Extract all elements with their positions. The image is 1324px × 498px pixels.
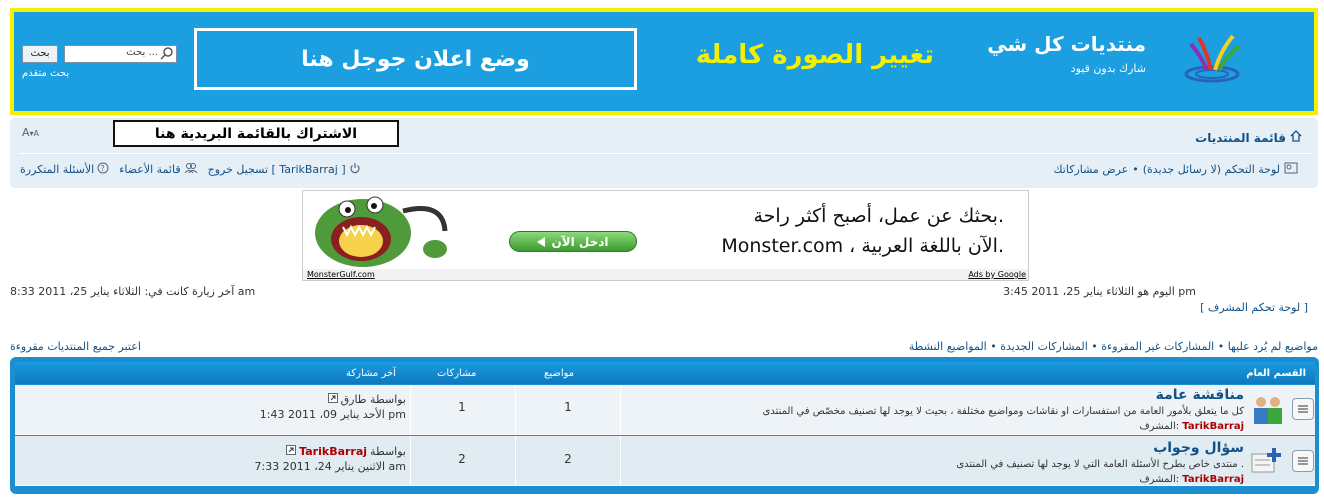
faq-item[interactable]: [20, 162, 109, 177]
ad-footer-strip: [303, 269, 1029, 281]
moderator-line: [1139, 474, 1244, 485]
posts-count: 1: [458, 400, 466, 414]
members-icon: [184, 162, 198, 177]
moderator-link[interactable]: TarikBarraj: [1182, 474, 1244, 485]
topics-header: مواضيع: [544, 368, 575, 379]
category-header[interactable]: القسم العام: [1246, 368, 1306, 379]
view-posts-link[interactable]: عرض مشاركاتك: [1053, 163, 1129, 176]
ad-line-2: Monster.com ، الآن باللغة العربية.: [721, 235, 1004, 257]
column-divider: [620, 436, 621, 486]
monster-ad-banner[interactable]: [302, 190, 1029, 281]
moderator-line: [1139, 421, 1244, 432]
user-links-left: [20, 162, 361, 177]
faq-icon: [97, 162, 109, 177]
search-icon: [160, 46, 174, 60]
power-icon: [349, 162, 361, 177]
site-header: [10, 8, 1318, 115]
logout-link[interactable]: تسجيل خروج [ TarikBarraj ]: [207, 163, 346, 176]
search-input[interactable]: بحث ...: [64, 45, 177, 63]
forum-title-link[interactable]: مناقشة عامة: [1155, 387, 1244, 403]
column-divider: [410, 436, 411, 486]
control-panel-link[interactable]: لوحة التحكم (لا رسائل جديدة): [1142, 163, 1280, 176]
view-latest-post-icon[interactable]: [328, 393, 338, 406]
monster-character-image: [303, 191, 453, 269]
view-latest-post-icon[interactable]: [286, 445, 296, 458]
ads-by-google-link[interactable]: Ads by Google: [968, 270, 1026, 279]
members-list-link[interactable]: قائمة الأعضاء: [119, 163, 181, 176]
last-post-by: [328, 393, 406, 406]
forum-read-icon: [1292, 398, 1314, 420]
font-size-small-icon[interactable]: ▾A: [29, 129, 40, 138]
forum-read-icon: [1292, 450, 1314, 472]
font-size-label[interactable]: A: [22, 126, 30, 139]
forum-index-link[interactable]: [1195, 130, 1302, 145]
current-time: اليوم هو الثلاثاء يناير 25، 2011 3:45 pm: [1003, 285, 1196, 298]
last-post-date: الأحد يناير 09، 2011 1:43 pm: [259, 408, 406, 421]
moderator-link[interactable]: TarikBarraj: [1182, 421, 1244, 432]
ad-line-1: بحثك عن عمل، أصبح أكثر راحة.: [753, 205, 1004, 227]
last-visit: آخر زيارة كانت في: الثلاثاء يناير 25، 2011 8:33 am: [10, 285, 256, 298]
font-size-toggle[interactable]: [22, 126, 39, 139]
column-divider: [620, 385, 621, 435]
last-post-by-label: بواسطة: [370, 445, 406, 458]
topics-count: 2: [564, 452, 572, 466]
last-post-author[interactable]: بواسطة طارق: [340, 393, 406, 406]
quick-links[interactable]: مواضيع لم يُرد عليها • المشاركات غير المقروءة • المشاركات الجديدة • المواضيع النشطة: [908, 340, 1318, 353]
advanced-search-link[interactable]: بحث متقدم: [22, 68, 70, 79]
table-header: [15, 362, 1315, 384]
svg-text:?: ?: [100, 164, 105, 173]
control-panel-icon: [1284, 162, 1298, 177]
forum-description: كل ما يتعلق بلأمور العامة من استفسارات او نقاشات ومواضيع مختلفة ، بحيث لا يوجد لها تصنيف مخصّص في المنتدى: [762, 406, 1244, 417]
ad-site-link[interactable]: MonsterGulf.com: [307, 270, 375, 279]
faq-link[interactable]: الأسئلة المتكررة: [20, 163, 95, 176]
users-icon: [1250, 393, 1286, 425]
site-title[interactable]: منتديات كل شي: [987, 32, 1146, 56]
google-ad-placeholder: وضع اعلان جوجل هنا: [194, 28, 637, 90]
forum-index-label[interactable]: قائمة المنتديات: [1195, 130, 1286, 145]
ad-enter-button[interactable]: [509, 231, 637, 252]
members-item[interactable]: [119, 162, 197, 177]
user-links-right: [1054, 162, 1298, 177]
posts-header: مشاركات: [437, 368, 477, 379]
last-post-header: آخر مشاركة: [346, 368, 396, 379]
last-post-author[interactable]: TarikBarraj: [299, 445, 368, 458]
logout-item[interactable]: [208, 162, 361, 177]
mailing-list-box[interactable]: الاشتراك بالقائمة البريدية هنا: [113, 120, 399, 147]
separator: •: [1132, 163, 1139, 176]
forum-title-link[interactable]: سؤال وجواب: [1153, 440, 1244, 456]
site-logo[interactable]: [1177, 26, 1302, 86]
change-image-banner: تغيير الصورة كاملة: [695, 40, 934, 70]
nav-divider: [18, 153, 1312, 154]
question-answer-icon: [1250, 444, 1284, 474]
search-button[interactable]: بحث: [22, 45, 58, 63]
ad-enter-label[interactable]: ادخل الآن: [551, 234, 609, 249]
last-post-date: الاثنين يناير 24، 2011 7:33 am: [254, 460, 406, 473]
last-post-by: [286, 445, 406, 458]
arrow-left-icon: [537, 237, 545, 247]
site-description: شارك بدون قيود: [1070, 62, 1146, 75]
posts-count: 2: [458, 452, 466, 466]
column-divider: [515, 436, 516, 486]
column-divider: [410, 385, 411, 435]
moderator-label: المشرف:: [1139, 474, 1180, 485]
mark-forums-read-link[interactable]: اعتبر جميع المنتديات مقروءة: [10, 340, 141, 353]
forum-description: منتدى خاص بطرح الأسئلة العامة التي لا يوجد لها تصنيف في المنتدى .: [956, 459, 1244, 470]
home-icon: [1290, 130, 1302, 145]
moderator-cp-link[interactable]: [ لوحة تحكم المشرف ]: [1200, 301, 1308, 314]
column-divider: [515, 385, 516, 435]
moderator-label: المشرف:: [1139, 421, 1180, 432]
topics-count: 1: [564, 400, 572, 414]
